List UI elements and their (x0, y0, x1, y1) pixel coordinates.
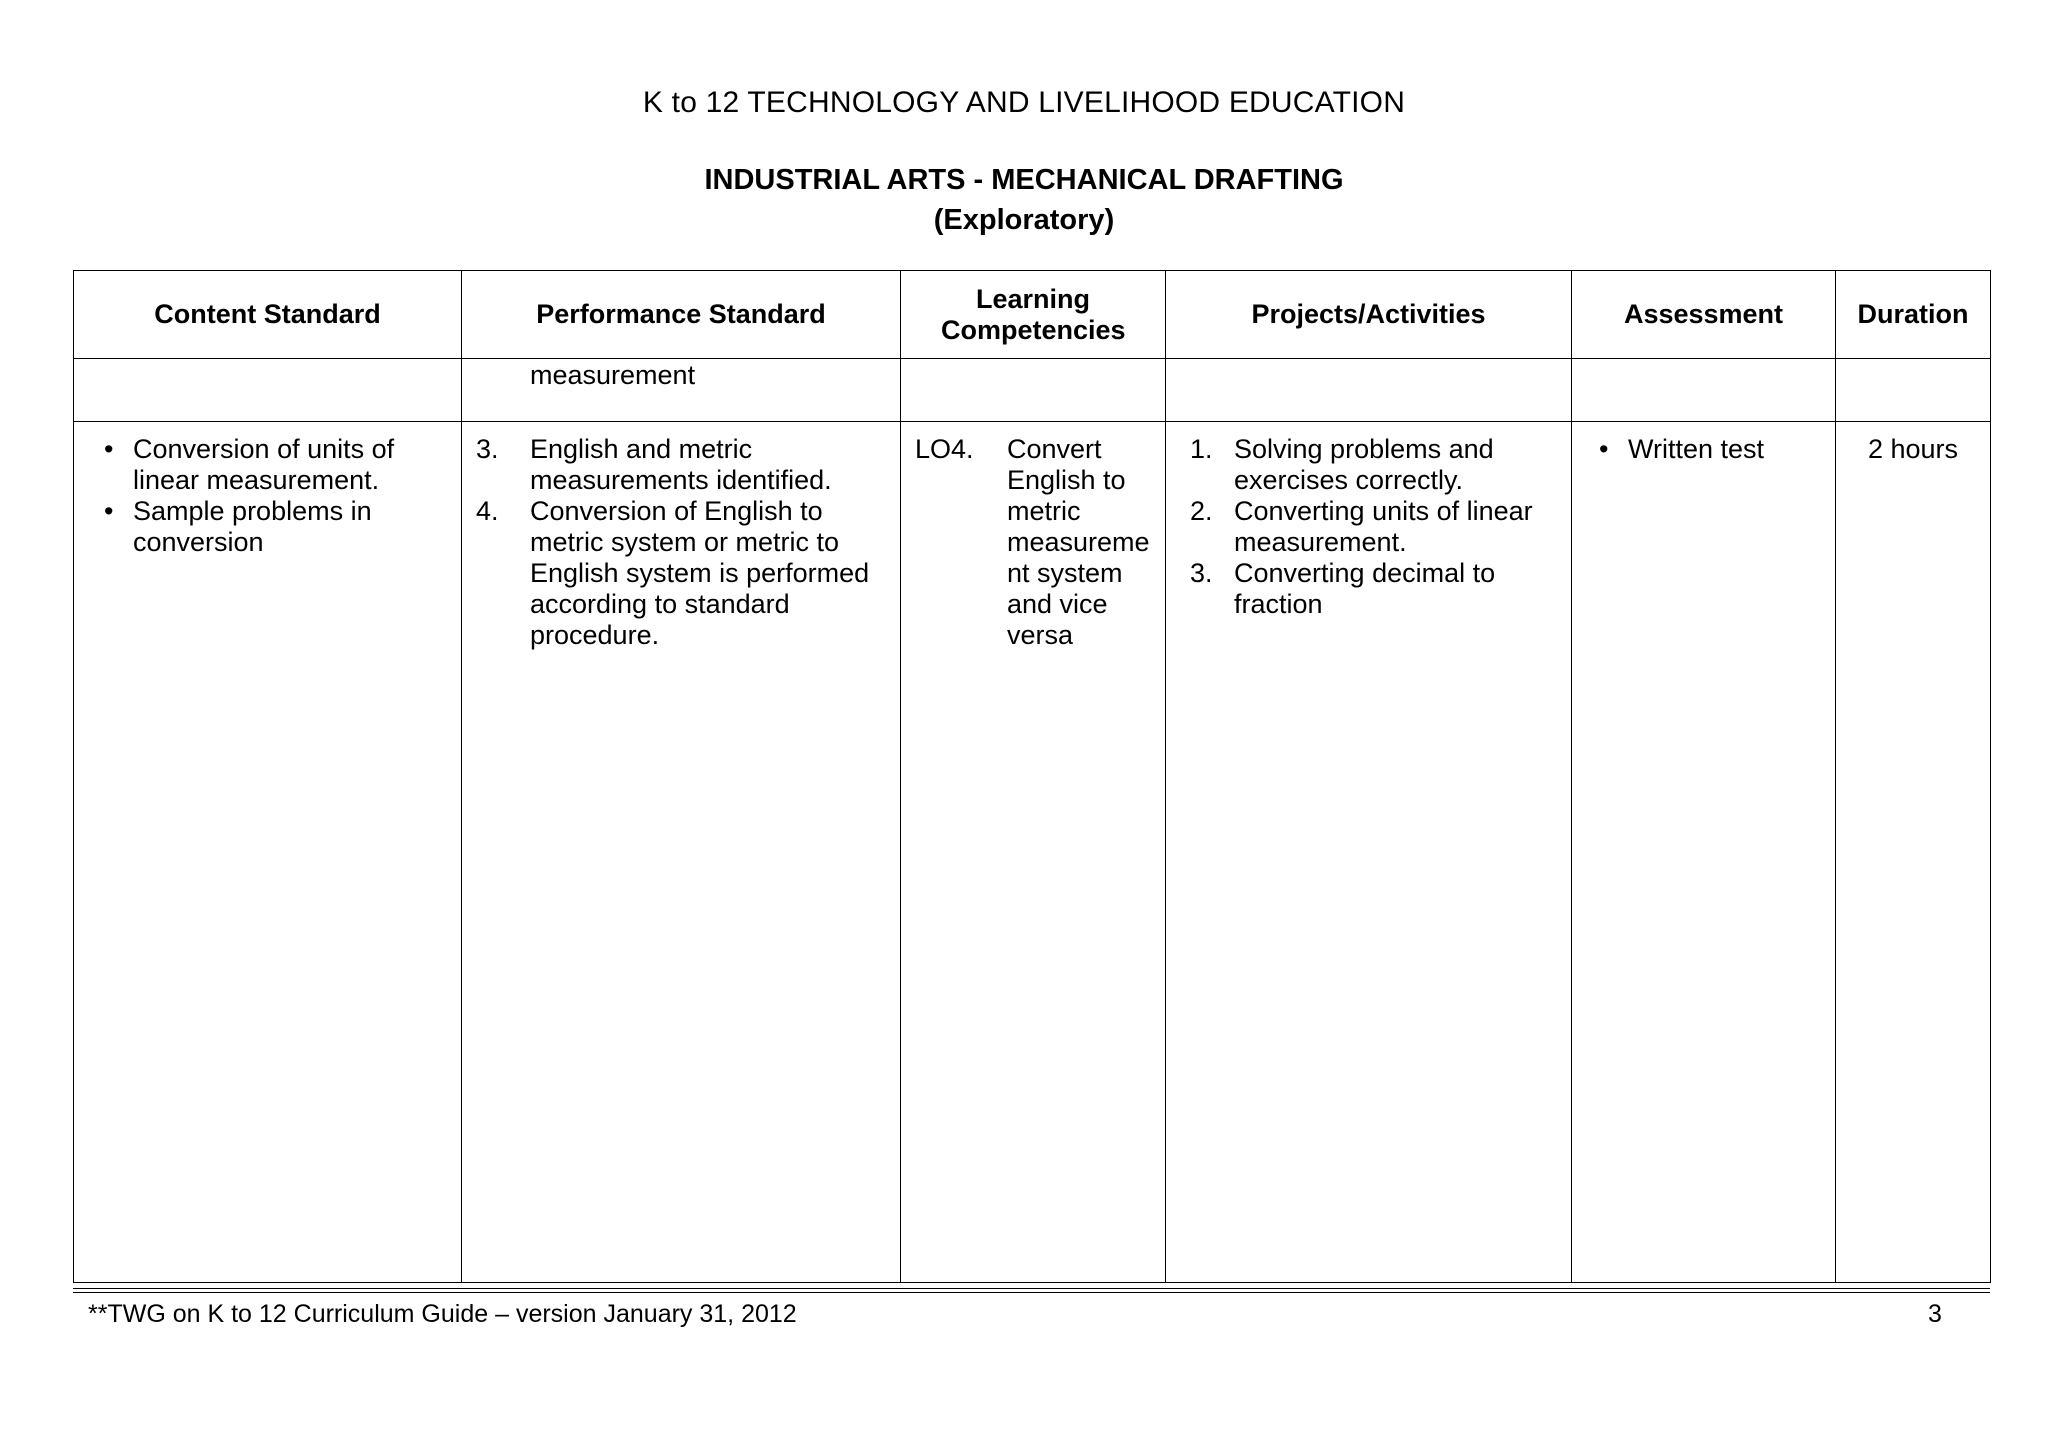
subtitle-line-1: INDUSTRIAL ARTS - MECHANICAL DRAFTING (704, 164, 1344, 196)
competency-code: LO4. (915, 434, 974, 464)
projects-list (1190, 434, 1561, 620)
cell-assessment-continuation (1572, 359, 1836, 422)
document-subtitle (0, 160, 2048, 240)
cell-performance-continuation (462, 359, 901, 422)
cell-projects-activities (1166, 422, 1572, 1283)
content-list (74, 434, 461, 558)
curriculum-table (73, 270, 1991, 1283)
page-number: 3 (1928, 1300, 1942, 1328)
list-item: 4. Conversion of English to metric system or metric to English system is performed according to standard procedure. (476, 496, 870, 650)
subtitle-line-2: (Exploratory) (933, 204, 1115, 236)
footer-version-note: **TWG on K to 12 Curriculum Guide – version January 31, 2012 (88, 1300, 797, 1328)
col-header-duration: Duration (1836, 271, 1991, 359)
duration-value: 2 hours (1867, 434, 1959, 464)
col-header-learning-competencies: Learning Competencies (901, 271, 1166, 359)
list-item: 3. Converting decimal to fraction (1190, 558, 1496, 619)
competency-item (901, 434, 1165, 651)
performance-list (476, 434, 890, 651)
table-header-row (74, 271, 1991, 359)
assessment-list (1572, 434, 1835, 465)
competency-text: Convert English to metric measureme nt system and vice versa (1007, 434, 1150, 650)
footer-divider (73, 1288, 1990, 1289)
col-header-content-standard: Content Standard (74, 271, 462, 359)
cell-content-continuation (74, 359, 462, 422)
table-row-continuation (74, 359, 1991, 422)
list-item: • Conversion of units of linear measurement. (133, 434, 451, 496)
list-item: • Written test (1628, 434, 1835, 465)
list-item: 1. Solving problems and exercises correctly. (1190, 434, 1494, 495)
col-header-performance-standard: Performance Standard (462, 271, 901, 359)
document-title: K to 12 TECHNOLOGY AND LIVELIHOOD EDUCATION (642, 86, 1406, 119)
cell-projects-continuation (1166, 359, 1572, 422)
cell-learning-competency (901, 422, 1166, 1283)
list-item: 2. Converting units of linear measurement. (1190, 496, 1533, 557)
col-header-projects-activities: Projects/Activities (1166, 271, 1572, 359)
cell-content-standard (74, 422, 462, 1283)
table-row (74, 422, 1991, 1283)
cell-performance-standard (462, 422, 901, 1283)
col-header-assessment: Assessment (1572, 271, 1836, 359)
cell-duration (1836, 422, 1991, 1283)
performance-continuation-text: measurement (530, 360, 696, 390)
footer-divider-thin (73, 1292, 1990, 1293)
cell-competency-continuation (901, 359, 1166, 422)
cell-assessment (1572, 422, 1836, 1283)
list-item: 3. English and metric measurements identified. (476, 434, 832, 495)
list-item: • Sample problems in conversion (133, 496, 451, 558)
cell-duration-continuation (1836, 359, 1991, 422)
